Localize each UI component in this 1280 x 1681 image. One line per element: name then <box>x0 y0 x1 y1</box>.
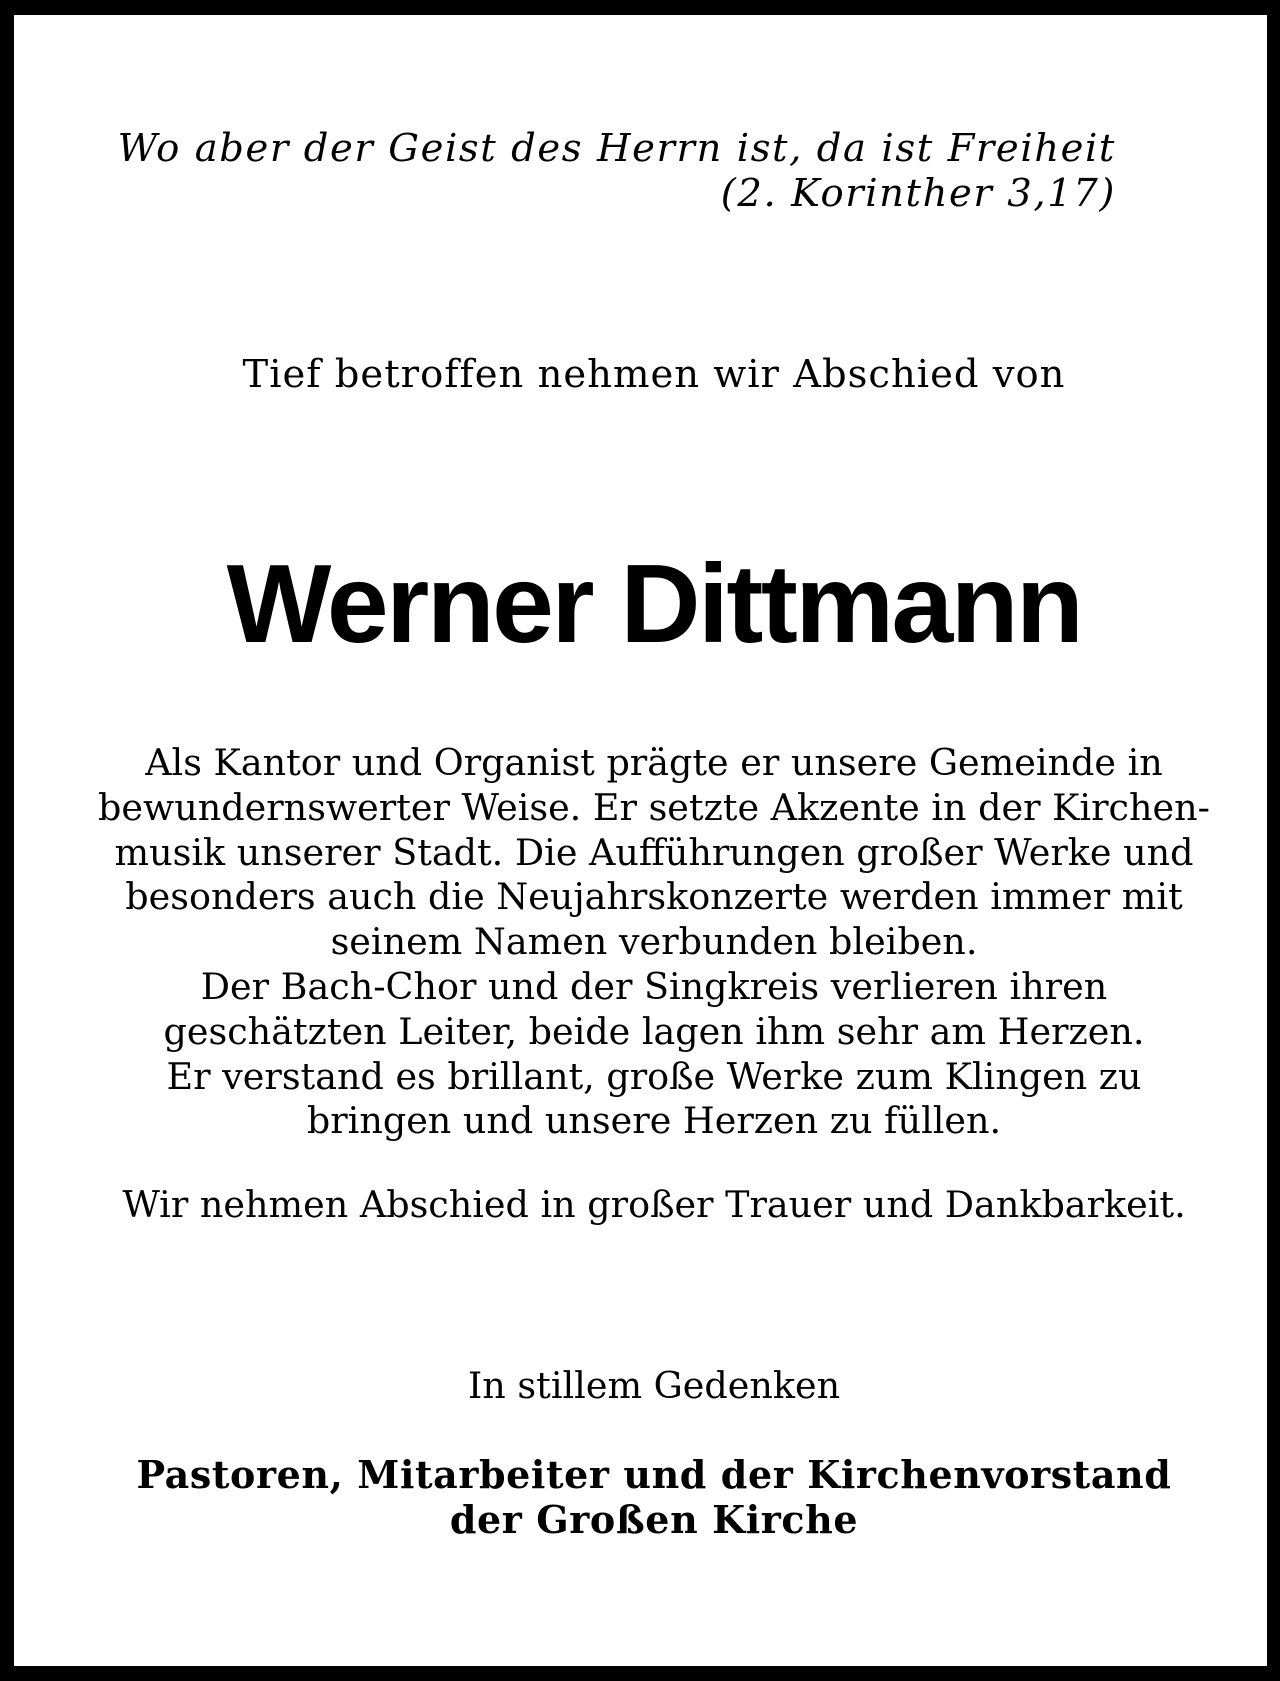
tribute-line: Als Kantor und Organist prägte er unsere Gemeinde in <box>145 741 1163 784</box>
deceased-name: Werner Dittmann <box>226 542 1082 666</box>
bible-verse-reference: (2. Korinther 3,17) <box>720 171 1116 216</box>
signature <box>14 1452 1280 1542</box>
tribute-line: besonders auch die Neujahrskonzerte werden immer mit <box>125 875 1183 919</box>
tribute-line: bringen und unsere Herzen zu füllen. <box>306 1099 1002 1143</box>
intro-text: Tief betroffen nehmen wir Abschied von <box>242 352 1066 397</box>
tribute-text <box>14 741 1280 1144</box>
closing-text: Wir nehmen Abschied in großer Trauer und Dankbarkeit. <box>122 1183 1186 1226</box>
tribute-line: Der Bach-Chor und der Singkreis verlieren ihren <box>200 964 1108 1008</box>
bible-verse <box>118 126 1116 216</box>
tribute-line: musik unserer Stadt. Die Aufführungen großer Werke und <box>114 830 1194 874</box>
tribute-line: bewundernswerter Weise. Er setzte Akzente in der Kirchen- <box>98 785 1210 829</box>
tribute-line: Er verstand es brillant, große Werke zum Klingen zu <box>166 1054 1142 1098</box>
signature-line-2: der Großen Kirche <box>449 1497 859 1542</box>
remembrance-text: In stillem Gedenken <box>467 1364 841 1407</box>
signature-line-1: Pastoren, Mitarbeiter und der Kirchenvorstand <box>136 1452 1172 1497</box>
tribute-line: geschätzten Leiter, beide lagen ihm sehr am Herzen. <box>163 1009 1145 1053</box>
bible-verse-text: Wo aber der Geist des Herrn ist, da ist Freiheit <box>117 126 1116 171</box>
tribute-line: seinem Namen verbunden bleiben. <box>330 920 978 964</box>
